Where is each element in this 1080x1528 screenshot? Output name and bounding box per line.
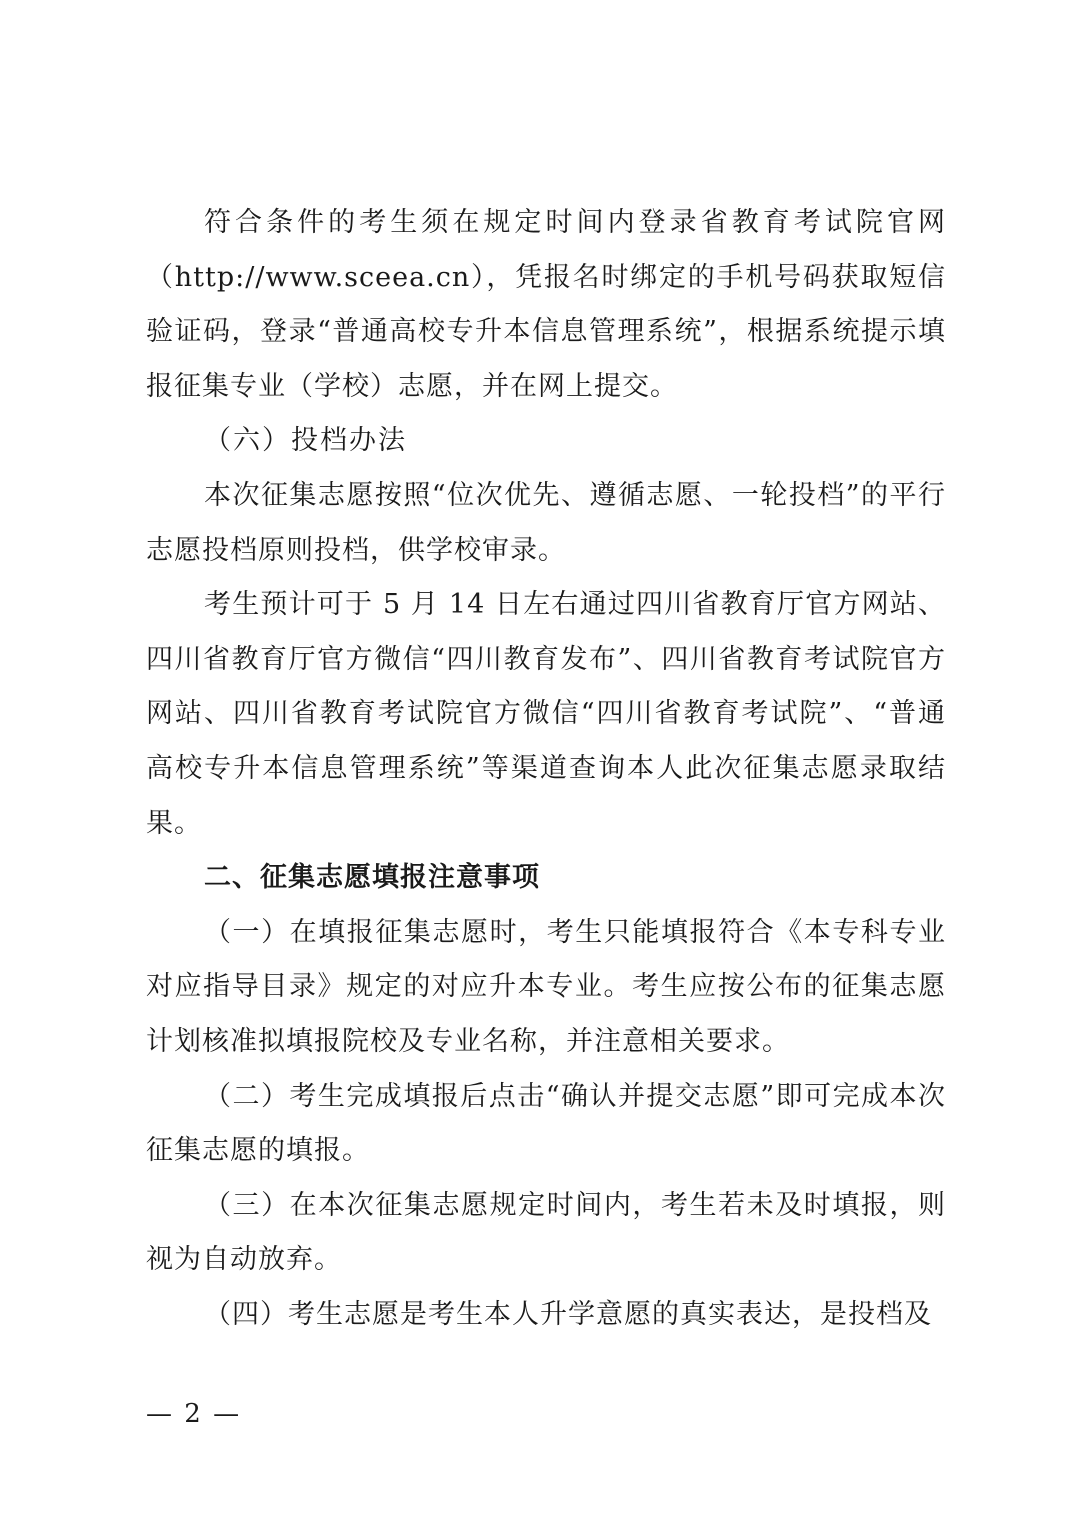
paragraph-result-query: 考生预计可于 5 月 14 日左右通过四川省教育厅官方网站、四川省教育厅官方微信“四川教育发布”、四川省教育考试院官方网站、四川省教育考试院官方微信“四川省教育考试院”、“普通高校专升本信息管理系统”等渠道查询本人此次征集志愿录取结果。 (146, 589, 946, 839)
paragraph-note-4: （四）考生志愿是考生本人升学意愿的真实表达，是投档及 (204, 1298, 932, 1330)
section-heading-notes: 二、征集志愿填报注意事项 (204, 862, 540, 894)
subheading-admission-method: （六）投档办法 (204, 425, 407, 457)
paragraph-admission-principle: 本次征集志愿按照“位次优先、遵循志愿、一轮投档”的平行志愿投档原则投档，供学校审录。 (146, 479, 946, 566)
page-number: — 2 — (146, 1399, 242, 1429)
paragraph-note-1: （一）在填报征集志愿时，考生只能填报符合《本专科专业对应指导目录》规定的对应升本专业。考生应按公布的征集志愿计划核准拟填报院校及专业名称，并注意相关要求。 (146, 916, 946, 1057)
paragraph-login-instructions: 符合条件的考生须在规定时间内登录省教育考试院官网（http://www.sceea.cn），凭报名时绑定的手机号码获取短信验证码，登录“普通高校专升本信息管理系统”，根据系统提示填报征集专业（学校）志愿，并在网上提交。 (146, 207, 946, 402)
paragraph-note-3: （三）在本次征集志愿规定时间内，考生若未及时填报，则视为自动放弃。 (146, 1189, 946, 1276)
document-body (146, 196, 946, 1342)
paragraph-note-2: （二）考生完成填报后点击“确认并提交志愿”即可完成本次征集志愿的填报。 (146, 1080, 946, 1167)
